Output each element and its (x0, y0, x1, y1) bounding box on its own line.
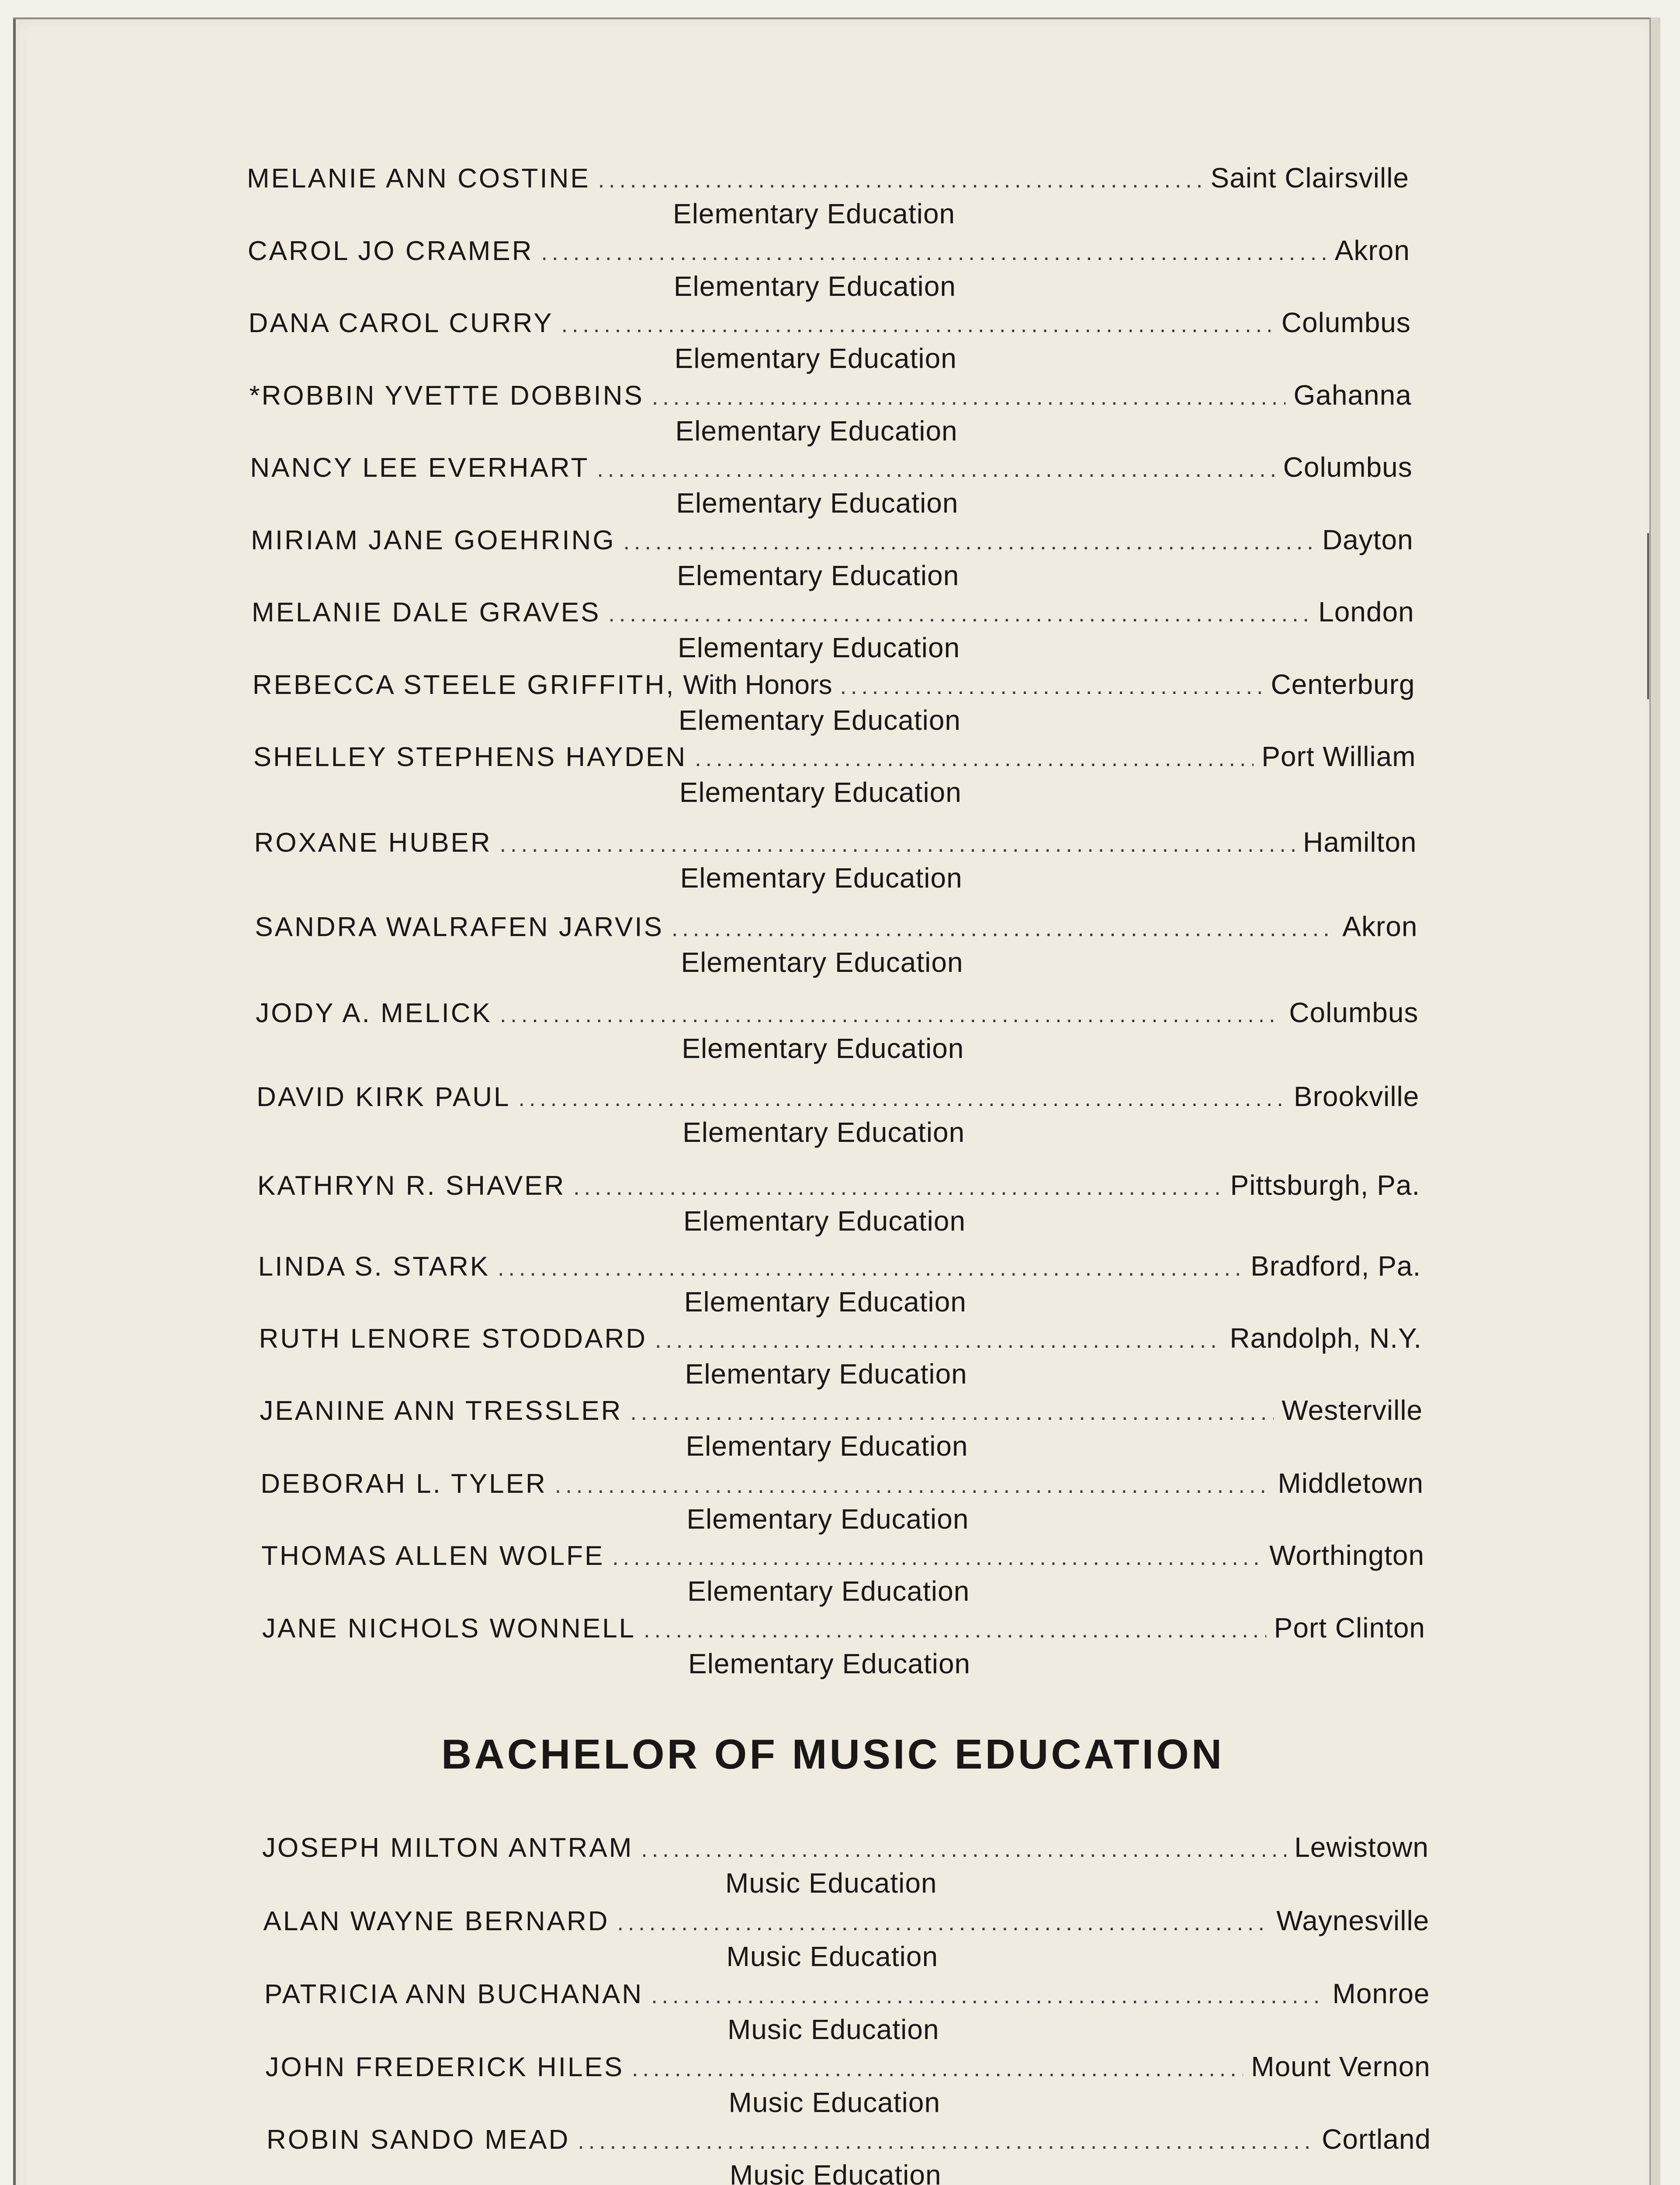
graduate-major: Elementary Education (679, 777, 962, 808)
graduate-name: *ROBBIN YVETTE DOBBINS (249, 381, 644, 411)
page-right-edge (1649, 17, 1660, 2185)
graduate-name: KATHRYN R. SHAVER (257, 1171, 566, 1201)
graduate-hometown: Worthington (1269, 1540, 1425, 1571)
graduate-major: Elementary Education (676, 487, 959, 519)
graduate-major: Elementary Education (673, 271, 956, 302)
graduate-major: Elementary Education (683, 1205, 966, 1237)
dot-leader (617, 1910, 1269, 1936)
graduate-line (262, 1831, 1429, 1866)
graduate-major: Music Education (730, 2159, 942, 2185)
graduate-entry (258, 1250, 1421, 1321)
graduate-hometown: Columbus (1281, 307, 1411, 338)
graduate-name: DAVID KIRK PAUL (256, 1082, 511, 1112)
graduate-entry (248, 234, 1410, 306)
graduate-name: JODY A. MELICK (256, 998, 492, 1028)
graduate-hometown: Dayton (1322, 524, 1413, 555)
graduate-hometown: Bradford, Pa. (1250, 1250, 1421, 1282)
graduate-entry (256, 996, 1418, 1068)
graduate-name: REBECCA STEELE GRIFFITH, (252, 670, 675, 700)
graduate-name: JOHN FREDERICK HILES (265, 2052, 624, 2082)
graduate-major: Elementary Education (673, 198, 956, 229)
graduate-line (267, 2123, 1431, 2158)
graduate-name: ALAN WAYNE BERNARD (263, 1906, 610, 1936)
dot-leader (655, 1327, 1222, 1353)
graduate-line (263, 1904, 1430, 1939)
graduate-major: Elementary Education (678, 632, 960, 663)
graduate-hometown: Port William (1261, 741, 1416, 772)
graduate-line (250, 451, 1412, 486)
graduate-name: ROBIN SANDO MEAD (267, 2125, 570, 2155)
graduate-entry (249, 379, 1412, 451)
graduate-line (249, 379, 1412, 414)
graduate-entry (255, 910, 1417, 982)
dot-leader (644, 1617, 1266, 1643)
section-heading-music-education: BACHELOR OF MUSIC EDUCATION (441, 1731, 1225, 1778)
graduate-major: Elementary Education (686, 1503, 969, 1535)
graduate-name: DANA CAROL CURRY (248, 308, 554, 338)
dot-leader (630, 1399, 1274, 1425)
graduate-entry (249, 306, 1411, 378)
graduate-major: Elementary Education (684, 1286, 966, 1318)
spine-mark (1647, 533, 1649, 699)
graduate-entry (257, 1169, 1420, 1241)
graduate-line (261, 1539, 1424, 1574)
graduate-hometown: London (1318, 596, 1414, 628)
graduate-hometown: Cortland (1322, 2123, 1431, 2155)
dot-leader (641, 1836, 1286, 1862)
dot-leader (519, 1086, 1286, 1112)
graduate-major: Music Education (725, 1867, 937, 1899)
graduate-hometown: Pittsburgh, Pa. (1230, 1169, 1420, 1201)
graduate-line (258, 1250, 1421, 1285)
graduate-name: MIRIAM JANE GOEHRING (251, 525, 616, 555)
graduate-hometown: Akron (1342, 911, 1418, 942)
graduate-line (247, 162, 1409, 197)
graduate-entry (253, 740, 1416, 812)
dot-leader (632, 2056, 1243, 2082)
graduate-name: MELANIE ANN COSTINE (247, 163, 590, 194)
graduate-major: Elementary Education (674, 343, 957, 374)
graduate-entry (266, 2050, 1431, 2122)
graduate-entry (250, 451, 1412, 523)
graduate-hometown: Randolph, N.Y. (1230, 1322, 1422, 1354)
graduate-name: SANDRA WALRAFEN JARVIS (255, 912, 664, 942)
graduate-name: LINDA S. STARK (258, 1252, 490, 1282)
graduate-hometown: Centerburg (1271, 669, 1415, 700)
graduate-name: RUTH LENORE STODDARD (259, 1324, 648, 1354)
graduate-hometown: Hamilton (1302, 826, 1417, 858)
graduate-line (253, 668, 1415, 703)
graduate-line (252, 596, 1414, 631)
dot-leader (500, 831, 1295, 857)
dot-leader (608, 601, 1310, 627)
dot-leader (652, 384, 1286, 410)
graduate-major: Music Education (726, 1941, 939, 1972)
graduate-entry (259, 1322, 1422, 1394)
graduate-name: PATRICIA ANN BUCHANAN (264, 1979, 644, 2009)
graduate-entry (264, 1977, 1430, 2049)
dot-leader (597, 456, 1275, 482)
graduate-major: Elementary Education (687, 1575, 970, 1607)
dot-leader (598, 167, 1203, 193)
graduate-major: Elementary Education (682, 1117, 965, 1148)
graduate-hometown: Waynesville (1276, 1905, 1430, 1936)
graduate-line (260, 1467, 1424, 1502)
graduate-line (248, 234, 1410, 269)
dot-leader (695, 746, 1254, 772)
graduate-entry (260, 1467, 1424, 1539)
graduate-line (262, 1612, 1425, 1647)
graduate-name: ROXANE HUBER (254, 828, 492, 858)
graduate-hometown: Gahanna (1293, 379, 1412, 411)
graduate-hometown: Monroe (1332, 1978, 1430, 2009)
graduate-name: MELANIE DALE GRAVES (252, 597, 601, 628)
page-top-edge (13, 17, 1660, 19)
graduate-entry (267, 2123, 1431, 2185)
graduate-entry (247, 162, 1409, 233)
graduate-entry (251, 524, 1413, 595)
dot-leader (612, 1544, 1261, 1571)
graduate-entry (260, 1394, 1423, 1466)
graduate-major: Elementary Education (678, 704, 961, 736)
dot-leader (498, 1255, 1243, 1281)
graduate-line (266, 2050, 1431, 2085)
dot-leader (500, 1002, 1281, 1028)
graduate-line (249, 306, 1411, 341)
graduate-entry (263, 1904, 1430, 1976)
graduate-entry (262, 1831, 1429, 1903)
graduate-name: DEBORAH L. TYLER (260, 1469, 547, 1499)
graduate-line (255, 910, 1417, 945)
graduate-line (251, 524, 1413, 558)
graduate-entry (256, 1080, 1419, 1152)
graduate-major: Music Education (728, 2087, 941, 2118)
graduate-line (260, 1394, 1423, 1429)
graduate-hometown: Mount Vernon (1251, 2051, 1431, 2082)
graduate-hometown: Saint Clairsville (1210, 162, 1409, 194)
graduate-name: SHELLEY STEPHENS HAYDEN (253, 742, 687, 772)
graduate-name: JOSEPH MILTON ANTRAM (262, 1833, 634, 1863)
graduate-entry (253, 668, 1415, 740)
graduate-line (259, 1322, 1422, 1357)
dot-leader (578, 2128, 1314, 2154)
dot-leader (651, 1983, 1324, 2009)
graduate-line (257, 1169, 1420, 1204)
graduate-line (253, 740, 1416, 775)
graduate-hometown: Westerville (1282, 1394, 1423, 1426)
graduate-entry (254, 826, 1417, 898)
graduate-major: Elementary Education (688, 1648, 971, 1679)
graduate-name: JEANINE ANN TRESSLER (260, 1396, 623, 1426)
graduate-line (254, 826, 1417, 861)
graduate-major: Elementary Education (675, 415, 958, 447)
graduate-entry (252, 596, 1414, 667)
graduate-hometown: Columbus (1289, 997, 1419, 1028)
graduate-hometown: Brookville (1293, 1081, 1420, 1112)
graduate-name: THOMAS ALLEN WOLFE (261, 1541, 605, 1571)
graduate-entry (262, 1612, 1425, 1683)
dot-leader (573, 1174, 1222, 1200)
dot-leader (840, 673, 1263, 700)
graduate-major: Music Education (727, 2014, 939, 2045)
graduate-hometown: Lewistown (1294, 1831, 1429, 1863)
dot-leader (672, 916, 1334, 942)
dot-leader (624, 529, 1314, 555)
dot-leader (541, 239, 1327, 266)
graduate-honor: With Honors (683, 670, 832, 700)
graduate-major: Elementary Education (686, 1430, 968, 1462)
graduate-name: NANCY LEE EVERHART (250, 453, 589, 483)
graduate-name: JANE NICHOLS WONNELL (262, 1613, 636, 1644)
graduate-major: Elementary Education (681, 947, 963, 978)
graduate-line (264, 1977, 1430, 2012)
graduate-major: Elementary Education (685, 1358, 967, 1390)
graduate-hometown: Akron (1334, 235, 1410, 266)
graduate-line (256, 1080, 1419, 1115)
graduate-name: CAROL JO CRAMER (247, 236, 533, 266)
graduate-hometown: Columbus (1283, 451, 1413, 483)
dot-leader (561, 312, 1274, 338)
graduate-major: Elementary Education (682, 1033, 964, 1064)
graduate-hometown: Port Clinton (1274, 1612, 1425, 1644)
dot-leader (555, 1472, 1270, 1498)
graduate-major: Elementary Education (677, 560, 960, 591)
graduate-line (256, 996, 1418, 1031)
graduate-entry (261, 1539, 1424, 1611)
page-left-edge (13, 17, 16, 2185)
graduate-hometown: Middletown (1278, 1467, 1424, 1499)
graduate-major: Elementary Education (680, 862, 963, 894)
